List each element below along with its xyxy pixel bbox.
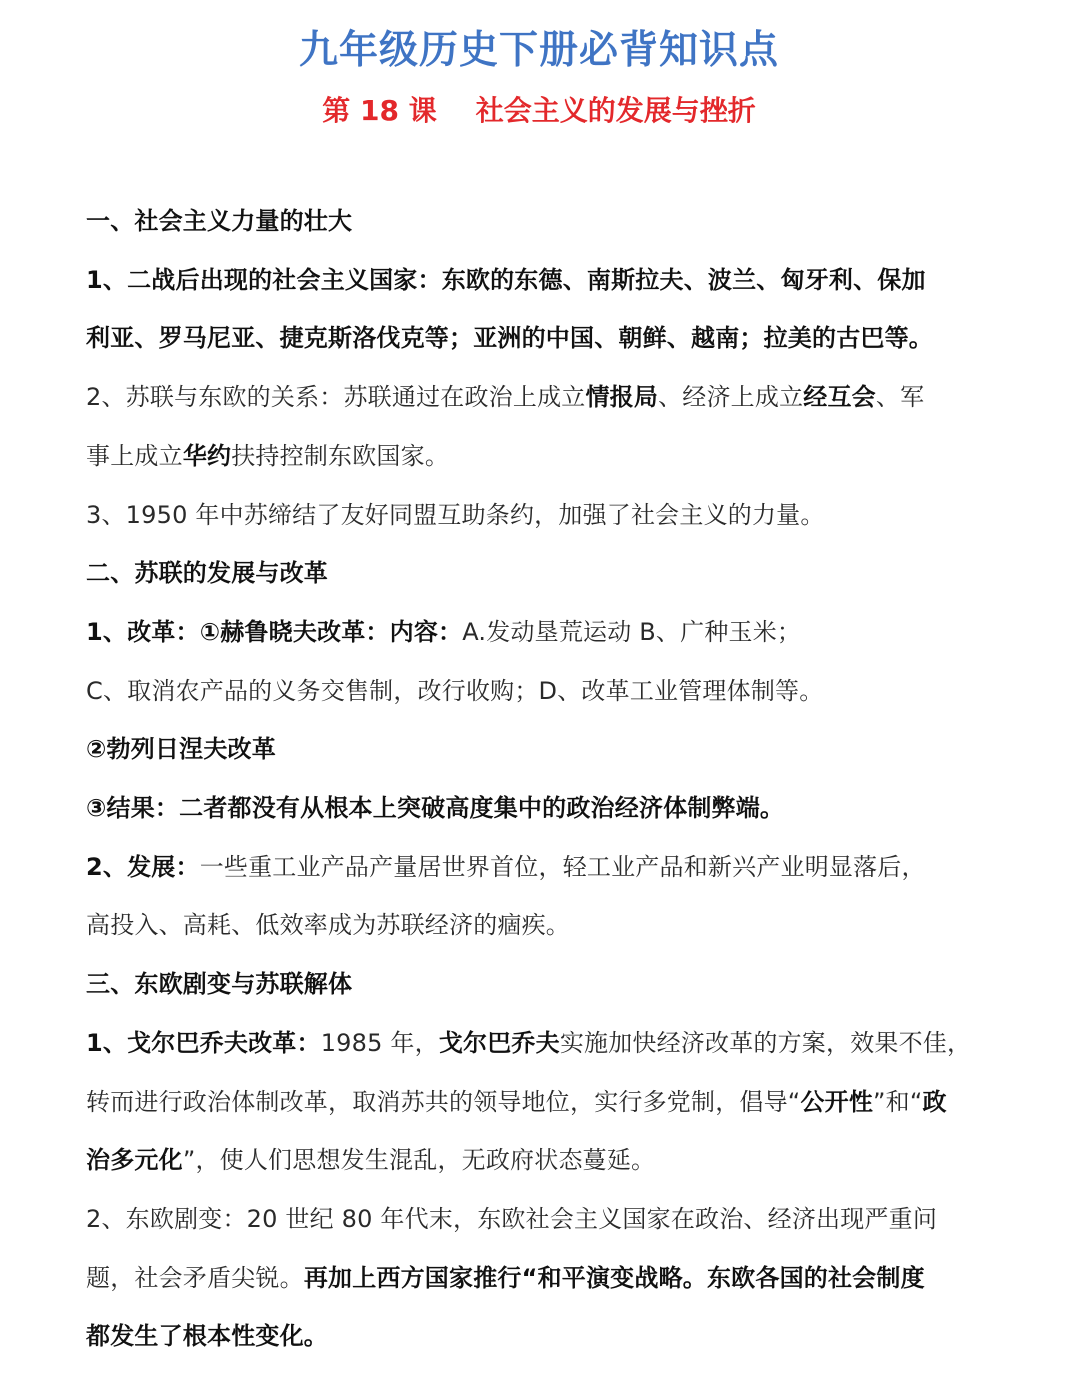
bold-text: 利亚、罗马尼亚、捷克斯洛伐克等；亚洲的中国、朝鲜、越南；拉美的古巴等。 bbox=[86, 324, 933, 353]
bold-text: 都发生了根本性变化。 bbox=[86, 1322, 328, 1351]
text-line bbox=[86, 955, 992, 1014]
bold-text: 二、苏联的发展与改革 bbox=[86, 559, 328, 588]
bold-text: 公开性 bbox=[800, 1087, 874, 1116]
bold-text: 华约 bbox=[182, 441, 232, 470]
bold-text: ③结果：二者都没有从根本上突破高度集中的政治经济体制弊端。 bbox=[86, 794, 785, 823]
bold-text: 情报局 bbox=[585, 383, 659, 412]
body-text: C、取消农产品的义务交售制，改行收购；D、改革工业管理体制等。 bbox=[86, 676, 824, 705]
text-line bbox=[86, 427, 992, 486]
bold-text: 2、发展： bbox=[86, 852, 200, 881]
bold-text: ②勃列日涅夫改革 bbox=[86, 735, 276, 764]
text-line bbox=[86, 1073, 992, 1132]
body-text: 高投入、高耗、低效率成为苏联经济的痼疾。 bbox=[86, 911, 570, 940]
bold-text: 再加上西方国家推行“和平演变战略。东欧各国的社会制度 bbox=[303, 1263, 925, 1292]
bold-text: 戈尔巴乔夫 bbox=[438, 1028, 560, 1057]
text-line bbox=[86, 1249, 992, 1308]
body-text: A.发动垦荒运动 B、广种玉米； bbox=[462, 617, 802, 646]
bold-text: 一、社会主义力量的壮大 bbox=[86, 207, 353, 235]
text-line bbox=[86, 1307, 992, 1366]
body-text: ”和“ bbox=[873, 1087, 923, 1116]
lesson-subtitle: 第 18 课 社会主义的发展与挫折 bbox=[322, 94, 756, 127]
bold-text: 1、二战后出现的社会主义国家：东欧的东德、南斯拉夫、波兰、匈牙利、保加 bbox=[86, 265, 926, 294]
document-body bbox=[86, 192, 992, 1366]
text-line bbox=[86, 192, 992, 251]
text-line bbox=[86, 1131, 992, 1190]
bold-text: 治多元化 bbox=[86, 1146, 183, 1175]
text-line bbox=[86, 368, 992, 427]
text-line bbox=[86, 486, 992, 545]
text-line bbox=[86, 1014, 992, 1073]
bold-text: 1、戈尔巴乔夫改革： bbox=[86, 1028, 321, 1057]
body-text: 3、1950 年中苏缔结了友好同盟互助条约，加强了社会主义的力量。 bbox=[86, 500, 825, 529]
body-text: 、军 bbox=[875, 383, 925, 412]
text-line bbox=[86, 662, 992, 721]
body-text: ”，使人们思想发生混乱，无政府状态蔓延。 bbox=[182, 1146, 656, 1175]
body-text: 2、苏联与东欧的关系：苏联通过在政治上成立 bbox=[86, 383, 586, 412]
body-text: 实施加快经济改革的方案，效果不佳， bbox=[559, 1028, 972, 1057]
body-text: 2、东欧剧变：20 世纪 80 年代末，东欧社会主义国家在政治、经济出现严重问 bbox=[86, 1204, 938, 1233]
text-line bbox=[86, 251, 992, 310]
body-text: 题，社会矛盾尖锐。 bbox=[86, 1263, 304, 1292]
bold-text: 经互会 bbox=[803, 383, 876, 412]
page-title: 九年级历史下册必背知识点 bbox=[298, 28, 779, 73]
text-line bbox=[86, 603, 992, 662]
bold-text: 1、改革：①赫鲁晓夫改革：内容： bbox=[86, 617, 463, 646]
bold-text: 三、东欧剧变与苏联解体 bbox=[86, 970, 353, 999]
body-text: 事上成立 bbox=[86, 441, 183, 470]
body-text: 一些重工业产品产量居世界首位，轻工业产品和新兴产业明显落后， bbox=[199, 852, 926, 881]
text-line bbox=[86, 544, 992, 603]
text-line bbox=[86, 720, 992, 779]
body-text: 1985 年， bbox=[320, 1028, 439, 1057]
text-line bbox=[86, 1190, 992, 1249]
bold-text: 政 bbox=[922, 1087, 947, 1116]
text-line bbox=[86, 838, 992, 897]
text-line bbox=[86, 896, 992, 955]
body-text: 扶持控制东欧国家。 bbox=[231, 441, 450, 470]
text-line bbox=[86, 779, 992, 838]
text-line bbox=[86, 309, 992, 368]
body-text: 转而进行政治体制改革，取消苏共的领导地位，实行多党制，倡导“ bbox=[86, 1087, 801, 1116]
body-text: 、经济上成立 bbox=[658, 383, 804, 412]
